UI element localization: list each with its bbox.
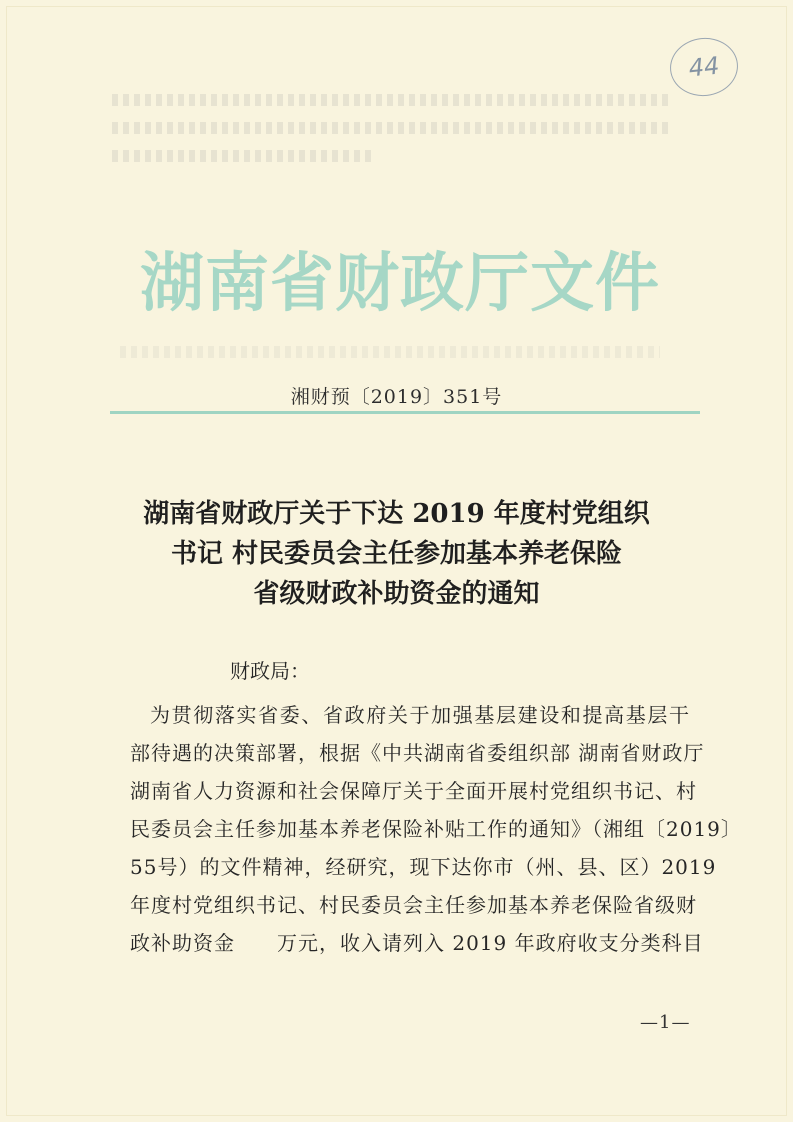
notice-body — [130, 652, 742, 962]
bleed-through-line-4 — [120, 346, 660, 358]
body-line-2: 部待遇的决策部署，根据《中共湖南省委组织部 湖南省财政厅 — [130, 741, 705, 765]
body-line-5: 55号）的文件精神，经研究，现下达你市（州、县、区）2019 — [130, 855, 717, 879]
masthead-rule — [110, 411, 700, 414]
body-line-7: 政补助资金 万元，收入请列入 2019 年政府收支分类科目 — [130, 931, 704, 955]
bleed-through-line-1 — [112, 94, 672, 106]
handwritten-page-number: 44 — [667, 35, 741, 100]
salutation: 财政局： — [230, 659, 310, 683]
title-line-3: 省级财政补助资金的通知 — [253, 579, 540, 609]
body-line-3: 湖南省人力资源和社会保障厅关于全面开展村党组织书记、村 — [130, 779, 697, 803]
bleed-through-line-2 — [112, 122, 672, 134]
body-line-4: 民委员会主任参加基本养老保险补贴工作的通知》（湘组〔2019〕 — [130, 817, 742, 841]
notice-title — [0, 494, 793, 614]
title-line-2: 书记 村民委员会主任参加基本养老保险 — [170, 539, 623, 569]
document-number: 湘财预〔2019〕351号 — [290, 386, 503, 408]
page-number: —1— — [640, 1012, 691, 1033]
masthead-title: 湖南省财政厅文件 — [140, 247, 660, 321]
title-line-1: 湖南省财政厅关于下达 2019 年度村党组织 — [143, 499, 650, 529]
body-line-1: 为贯彻落实省委、省政府关于加强基层建设和提高基层干 — [150, 703, 690, 727]
bleed-through-line-3 — [112, 150, 372, 162]
body-line-6: 年度村党组织书记、村民委员会主任参加基本养老保险省级财 — [130, 893, 697, 917]
